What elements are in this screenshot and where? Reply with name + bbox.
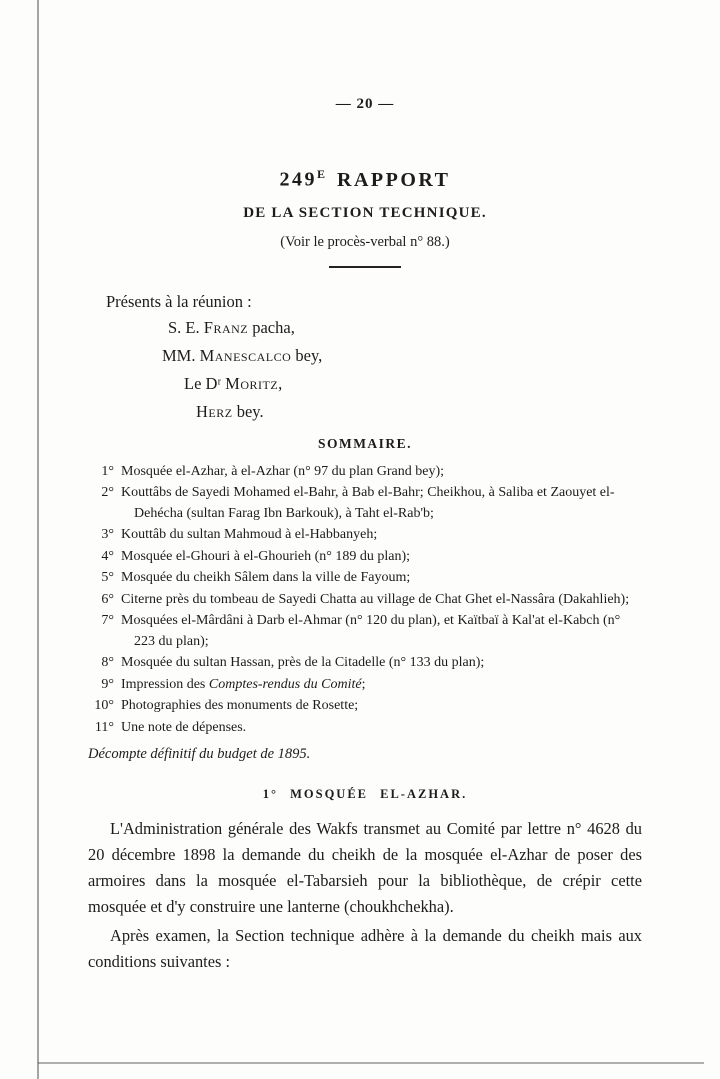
summary-item: [88, 483, 642, 524]
summary-item-text: Une note de dépenses.: [121, 719, 247, 735]
summary-title: SOMMAIRE.: [317, 435, 413, 451]
attendee-name: Herz: [196, 401, 233, 421]
attendee-suffix: pacha,: [248, 317, 295, 337]
summary-item: [88, 525, 642, 546]
attendee-line: [162, 342, 642, 370]
report-title-exponent: E: [317, 167, 326, 181]
summary-item-number: 5°: [101, 570, 114, 586]
summary-list: [88, 462, 642, 739]
summary-item: [88, 675, 642, 696]
attendee-prefix: MM.: [162, 345, 200, 365]
report-title-word: RAPPORT: [337, 168, 451, 191]
summary-item: [88, 653, 642, 674]
attendee-name: Manescalco: [199, 345, 292, 365]
summary-item-text-pre: Impression des: [121, 676, 209, 692]
summary-item-text: Mosquée du sultan Hassan, près de la Citadelle (n° 133 du plan);: [121, 655, 485, 671]
scan-edge-bottom: [38, 1062, 704, 1064]
summary-item: [88, 718, 642, 739]
attendee-suffix: bey.: [232, 401, 264, 421]
budget-note: Décompte définitif du budget de 1895.: [88, 746, 311, 763]
summary-item-text: Mosquée el-Ghouri à el-Ghourieh (n° 189 du plan);: [121, 548, 411, 564]
attendee-name: Moritz: [225, 373, 279, 393]
attendee-suffix: bey,: [291, 345, 323, 365]
summary-item-number: 3°: [101, 527, 114, 543]
page-content: [88, 0, 642, 975]
summary-item: [88, 590, 642, 611]
summary-item: [88, 547, 642, 568]
attendance-label: Présents à la réunion :: [106, 291, 252, 311]
summary-item: [88, 568, 642, 589]
summary-item-number: 2°: [101, 485, 114, 501]
body-paragraph: L'Administration générale des Wakfs transmet au Comité par lettre n° 4628 du 20 décembre 1898 la demande du cheikh de la mosquée el-Azhar de poser des armoires dans la mosquée el-Tabarsieh pour la bibliothèque, de crépir cette mosquée et d'y construire une lanterne (choukhchekha).: [88, 819, 642, 917]
report-subtitle: DE LA SECTION TECHNIQUE.: [243, 204, 487, 221]
summary-item: [88, 611, 642, 652]
summary-item-number: 11°: [94, 719, 114, 735]
attendee-prefix: Le Dʳ: [184, 373, 226, 393]
summary-item-number: 8°: [101, 655, 114, 671]
summary-item-text: Mosquée el-Azhar, à el-Azhar (n° 97 du plan Grand bey);: [121, 463, 445, 479]
attendee-line: [168, 314, 642, 342]
summary-item-number: 4°: [101, 548, 114, 564]
summary-item-text-italic: Comptes-rendus du Comité: [208, 676, 362, 692]
attendee-prefix: S. E.: [168, 317, 204, 337]
summary-item-text: Mosquée du cheikh Sâlem dans la ville de Fayoum;: [121, 570, 411, 586]
summary-item-text-post: ;: [361, 676, 366, 692]
report-title-number: 249: [279, 168, 317, 191]
summary-item-text: Citerne près du tombeau de Sayedi Chatta au village de Chat Ghet el-Nassâra (Dakahlieh);: [121, 591, 630, 607]
summary-item-text: Kouttâbs de Sayedi Mohamed el-Bahr, à Bab el-Bahr; Cheikhou, à Saliba et Zaouyet el-Dehécha (sultan Farag Ibn Barkouk), à Taht el-Rab'b;: [121, 485, 615, 521]
section-heading: 1° MOSQUÉE EL-AZHAR.: [262, 787, 468, 802]
summary-item-number: 7°: [101, 613, 114, 629]
body-paragraph: Après examen, la Section technique adhère à la demande du cheikh mais aux conditions suivantes :: [88, 926, 642, 972]
report-title: [88, 167, 642, 192]
page-number: — 20 —: [335, 96, 395, 112]
attendee-suffix: ,: [278, 373, 283, 393]
summary-item-number: 10°: [94, 698, 114, 714]
summary-item-number: 9°: [101, 676, 114, 692]
summary-item-text: Photographies des monuments de Rosette;: [121, 698, 359, 714]
summary-item-text: [121, 677, 365, 692]
divider-rule: [329, 266, 401, 268]
attendee-line: [196, 398, 642, 426]
summary-item-number: 6°: [101, 591, 114, 607]
summary-item-number: 1°: [101, 463, 114, 479]
reference-note: (Voir le procès-verbal n° 88.): [280, 233, 450, 250]
attendee-line: [184, 370, 642, 398]
attendance-section: [88, 290, 642, 426]
summary-item: [88, 462, 642, 483]
summary-item: [88, 696, 642, 717]
attendee-name: Franz: [203, 317, 249, 337]
scan-edge-left: [37, 0, 39, 1079]
summary-item-text: Kouttâb du sultan Mahmoud à el-Habbanyeh;: [121, 527, 378, 543]
summary-item-text: Mosquées el-Mârdâni à Darb el-Ahmar (n° 120 du plan), et Kaïtbaï à Kal'at el-Kabch (n° 223 du plan);: [121, 613, 621, 649]
